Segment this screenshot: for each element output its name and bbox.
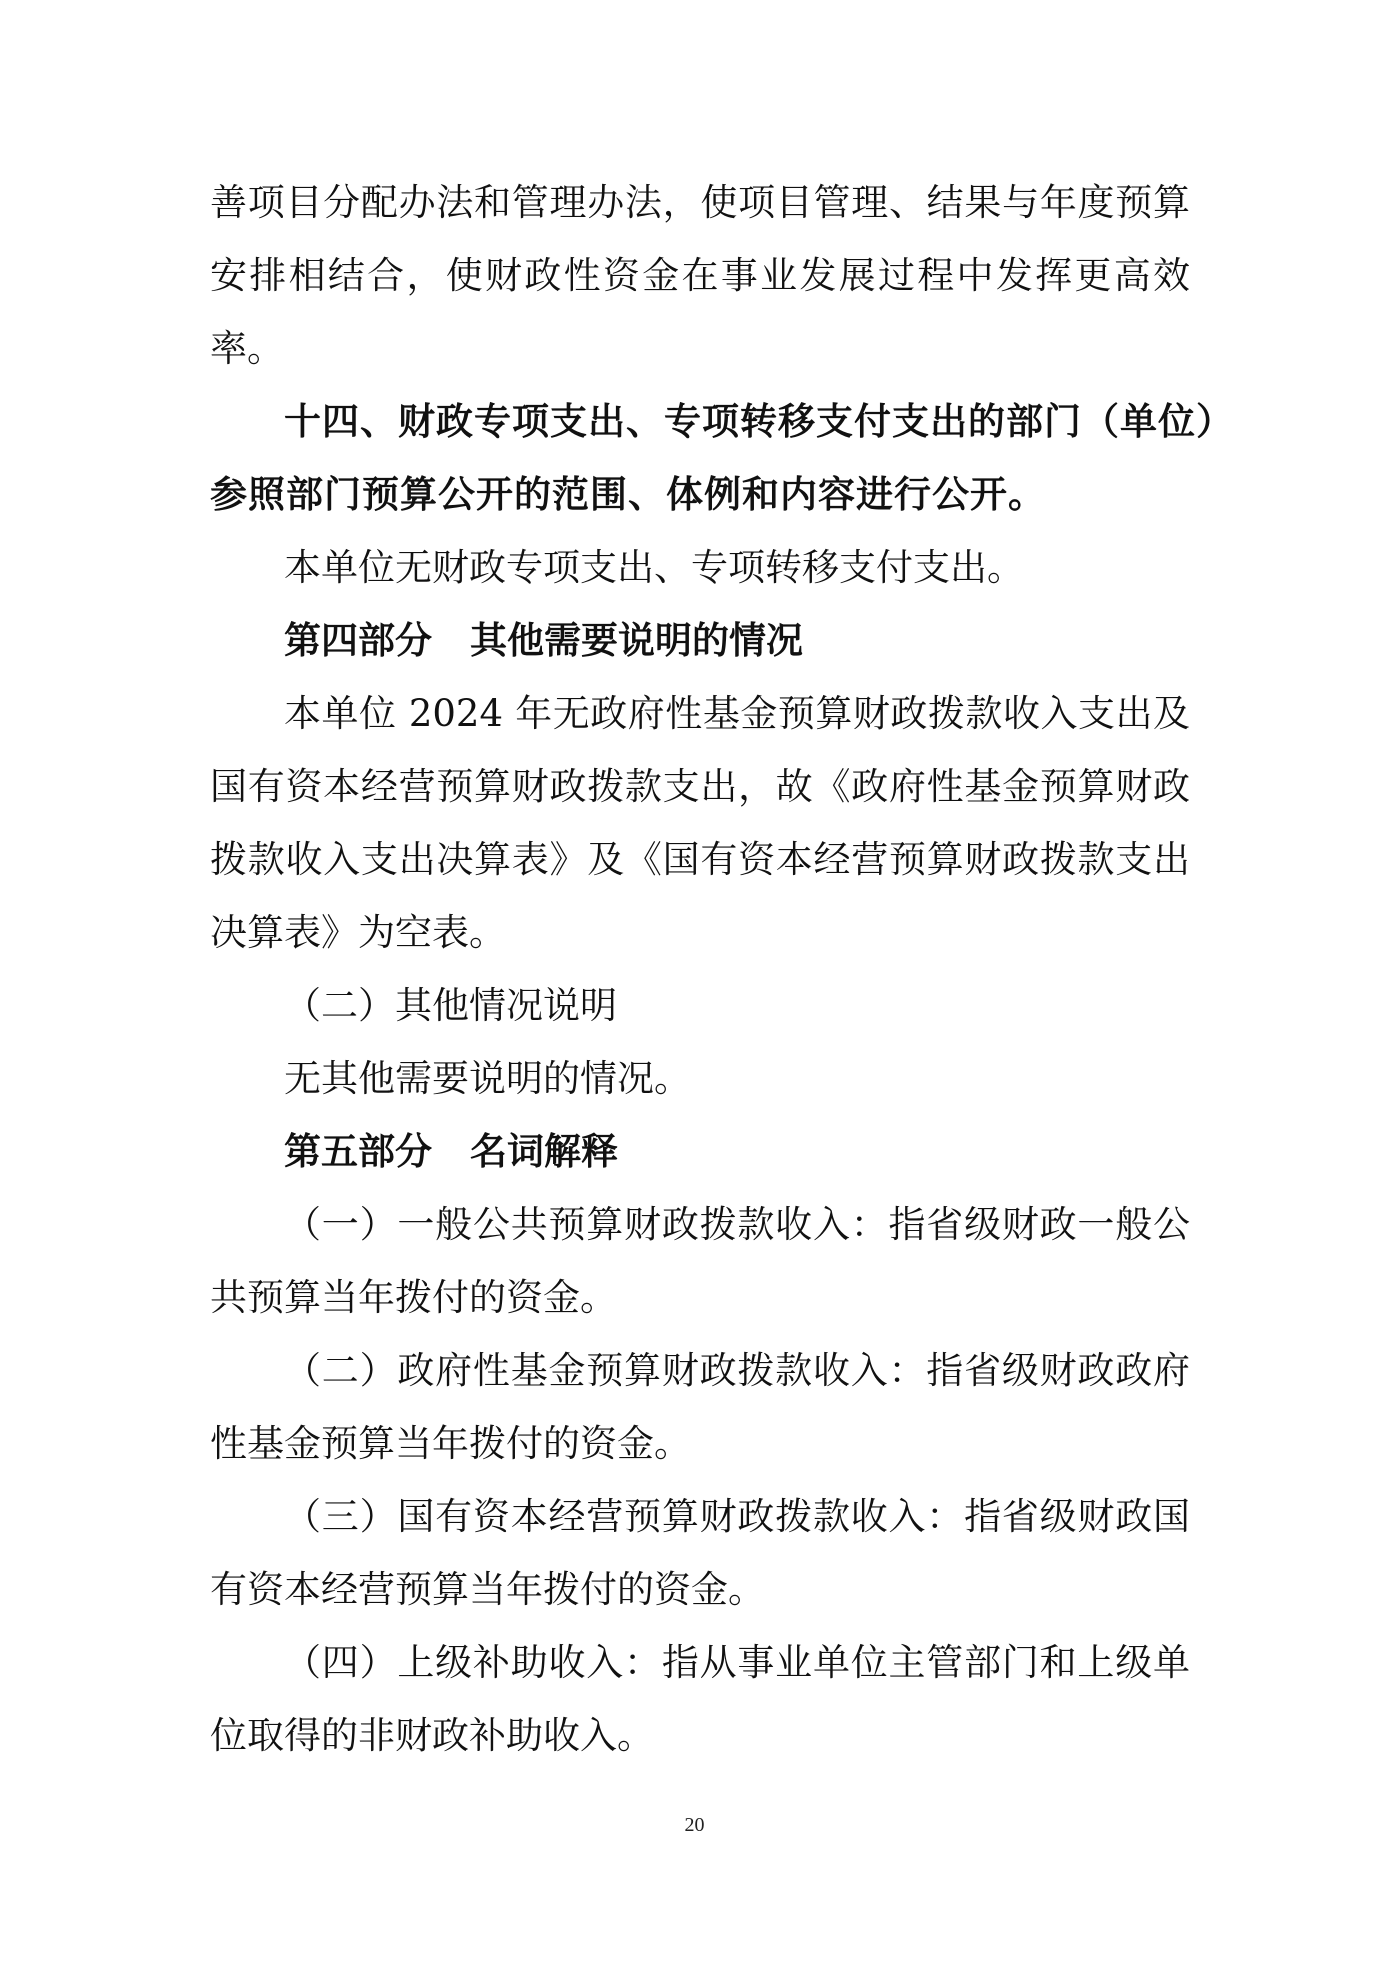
- term-line: （一）一般公共预算财政拨款收入：指省级财政一般公: [284, 1203, 1190, 1246]
- page-number: 20: [684, 1814, 705, 1836]
- subheading: （二）其他情况说明: [284, 984, 617, 1027]
- paragraph-line: 拨款收入支出决算表》及《国有资本经营预算财政拨款支出: [210, 838, 1190, 881]
- term-line: （二）政府性基金预算财政拨款收入：指省级财政政府: [284, 1349, 1190, 1392]
- subheading-body: 无其他需要说明的情况。: [284, 1057, 691, 1100]
- section-body: 本单位无财政专项支出、专项转移支付支出。: [284, 546, 1024, 589]
- term-line: 共预算当年拨付的资金。: [210, 1276, 617, 1319]
- paragraph-line: 决算表》为空表。: [210, 911, 506, 954]
- paragraph-line: 善项目分配办法和管理办法，使项目管理、结果与年度预算: [210, 181, 1190, 224]
- part-5-heading-number: 第五部分: [284, 1130, 432, 1173]
- term-line: 位取得的非财政补助收入。: [210, 1714, 654, 1757]
- part-4-heading-number: 第四部分: [284, 619, 432, 662]
- section-heading-line: 十四、财政专项支出、专项转移支付支出的部门（单位）: [284, 400, 1234, 443]
- part-5-heading-title: 名词解释: [470, 1130, 618, 1173]
- term-line: （三）国有资本经营预算财政拨款收入：指省级财政国: [284, 1495, 1190, 1538]
- paragraph-line: 率。: [210, 327, 284, 370]
- paragraph-line: 安排相结合，使财政性资金在事业发展过程中发挥更高效: [210, 254, 1190, 297]
- term-line: （四）上级补助收入：指从事业单位主管部门和上级单: [284, 1641, 1190, 1684]
- part-4-heading: [284, 611, 1190, 671]
- part-5-heading: [284, 1122, 1190, 1182]
- term-line: 有资本经营预算当年拨付的资金。: [210, 1568, 765, 1611]
- part-4-heading-title: 其他需要说明的情况: [470, 619, 803, 662]
- term-line: 性基金预算当年拨付的资金。: [210, 1422, 691, 1465]
- paragraph-line: 本单位 2024 年无政府性基金预算财政拨款收入支出及: [284, 692, 1190, 735]
- paragraph-line: 国有资本经营预算财政拨款支出，故《政府性基金预算财政: [210, 765, 1190, 808]
- section-heading-line: 参照部门预算公开的范围、体例和内容进行公开。: [210, 473, 1046, 516]
